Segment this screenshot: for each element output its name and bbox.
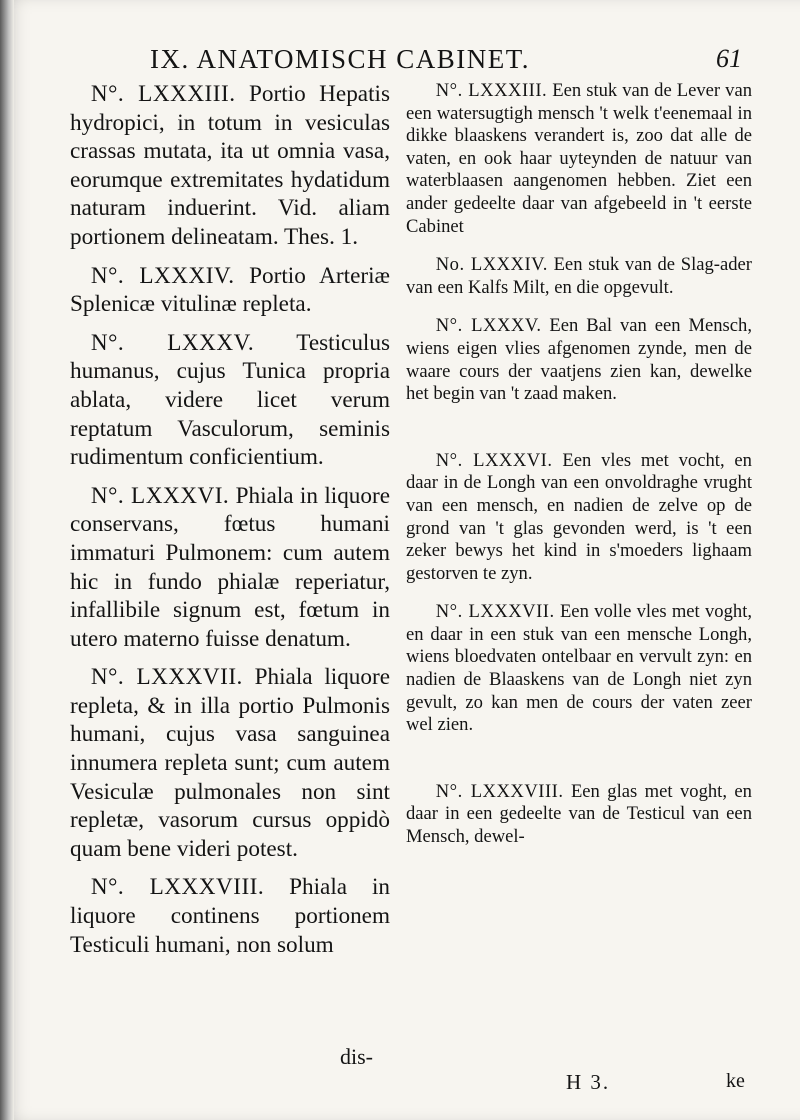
page-gutter-shadow: [0, 0, 14, 1120]
entry-number: N°. LXXXIV.: [90, 262, 235, 289]
entry-text: Testiculus humanus, cujus Tunica propria ablata, videre licet verum reptatum Vasculorum, seminis rudimentum conficientium.: [70, 329, 390, 471]
latin-column: [70, 80, 390, 969]
dutch-entry-85: [406, 315, 752, 405]
dutch-entry-86: [406, 450, 752, 586]
latin-entry-88: [70, 873, 390, 959]
dutch-entry-87: [406, 601, 752, 737]
entry-number: N°. LXXXVII.: [435, 601, 555, 623]
entry-number: No. LXXXIV.: [435, 254, 548, 276]
dutch-entry-83: [406, 80, 752, 238]
running-head: IX. ANATOMISCH CABINET.: [150, 44, 531, 74]
latin-entry-84: [70, 262, 390, 319]
entry-number: N°. LXXXVIII.: [435, 780, 564, 802]
latin-entry-87: [70, 663, 390, 863]
entry-text: Phiala in liquore continens portionem Testiculi humani, non solum: [70, 874, 391, 958]
entry-number: N°. LXXXVIII.: [90, 874, 265, 901]
entry-number: N°. LXXXVII.: [90, 664, 243, 691]
latin-catchword: dis-: [340, 1044, 373, 1069]
entry-text: Een Bal van een Mensch, wiens eigen vlies afgenomen zynde, men de waare cours der vaatjens zien kan, dewelke het begin van 't zaad maken.: [406, 315, 752, 405]
latin-entry-85: [70, 329, 390, 472]
page-number: 61: [716, 44, 742, 73]
entry-number: N°. LXXXVI.: [90, 482, 230, 509]
entry-number: N°. LXXXV.: [90, 329, 255, 356]
entry-text: Portio Arteriæ Splenicæ vitulinæ repleta.: [70, 262, 390, 318]
dutch-entry-84: [406, 254, 752, 299]
entry-text: Een stuk van de Slag-ader van een Kalfs Milt, en die opgevult.: [406, 254, 752, 298]
signature-mark: H 3.: [566, 1070, 611, 1094]
latin-entry-86: [70, 482, 390, 654]
entry-text: Een stuk van de Lever van een watersugtigh mensch 't welk t'eenemaal in dikke blaaskens verandert is, zoo dat alle de vaten, en ook haar uyteynden de natuur van waterblaasen aangenomen hebben. Ziet een ander gedeelte daar van afgebeeld in 't eerste Cabinet: [406, 80, 752, 237]
dutch-column: [406, 80, 752, 865]
entry-text: Een vles met vocht, en daar in de Longh van een onvoldraghe vrught van een mensch, en nadien de zelve op de grond van 't glas gevonden werd, is 't een zeker bewys het kind in s'moeders lighaam gestorven te zyn.: [406, 449, 752, 584]
entry-text: Phiala in liquore conservans, fœtus humani immaturi Pulmonem: cum autem hic in fundo phialæ reperiatur, infallibile signum est, fœtum in utero materno fuisse denatum.: [70, 482, 390, 652]
entry-text: Een volle vles met voght, en daar in een stuk van een mensche Longh, wiens bloedvaten ontelbaar en vervult zyn: en nadien de Blaaskens van de Longh niet zyn gevult, zo kan men de cours der vaten zeer wel zien.: [406, 601, 753, 736]
entry-text: Phiala liquore repleta, & in illa portio Pulmonis humani, cujus vasa sanguinea innumera repleta sunt; cum autem Vesiculæ pulmonales non sint repletæ, vasorum cursus oppidò quam bene videri potest.: [70, 664, 391, 862]
entry-text: Portio Hepatis hydropici, in totum in vesiculas crassas mutata, ita ut omnia vasa, eorumque extremitates hydatidum naturam induerint. Vid. aliam portionem delineatam. Thes. 1.: [70, 81, 390, 250]
entry-number: N°. LXXXV.: [435, 315, 542, 337]
entry-number: N°. LXXXVI.: [435, 449, 553, 471]
entry-number: N°. LXXXIII.: [90, 81, 236, 107]
latin-entry-83: [70, 80, 390, 252]
dutch-catchword: ke: [726, 1070, 745, 1092]
dutch-entry-88: [406, 781, 752, 849]
entry-text: Een glas met voght, en daar in een gedeelte van de Testicul van een Mensch, dewel-: [406, 780, 752, 848]
entry-number: N°. LXXXIII.: [435, 80, 548, 101]
